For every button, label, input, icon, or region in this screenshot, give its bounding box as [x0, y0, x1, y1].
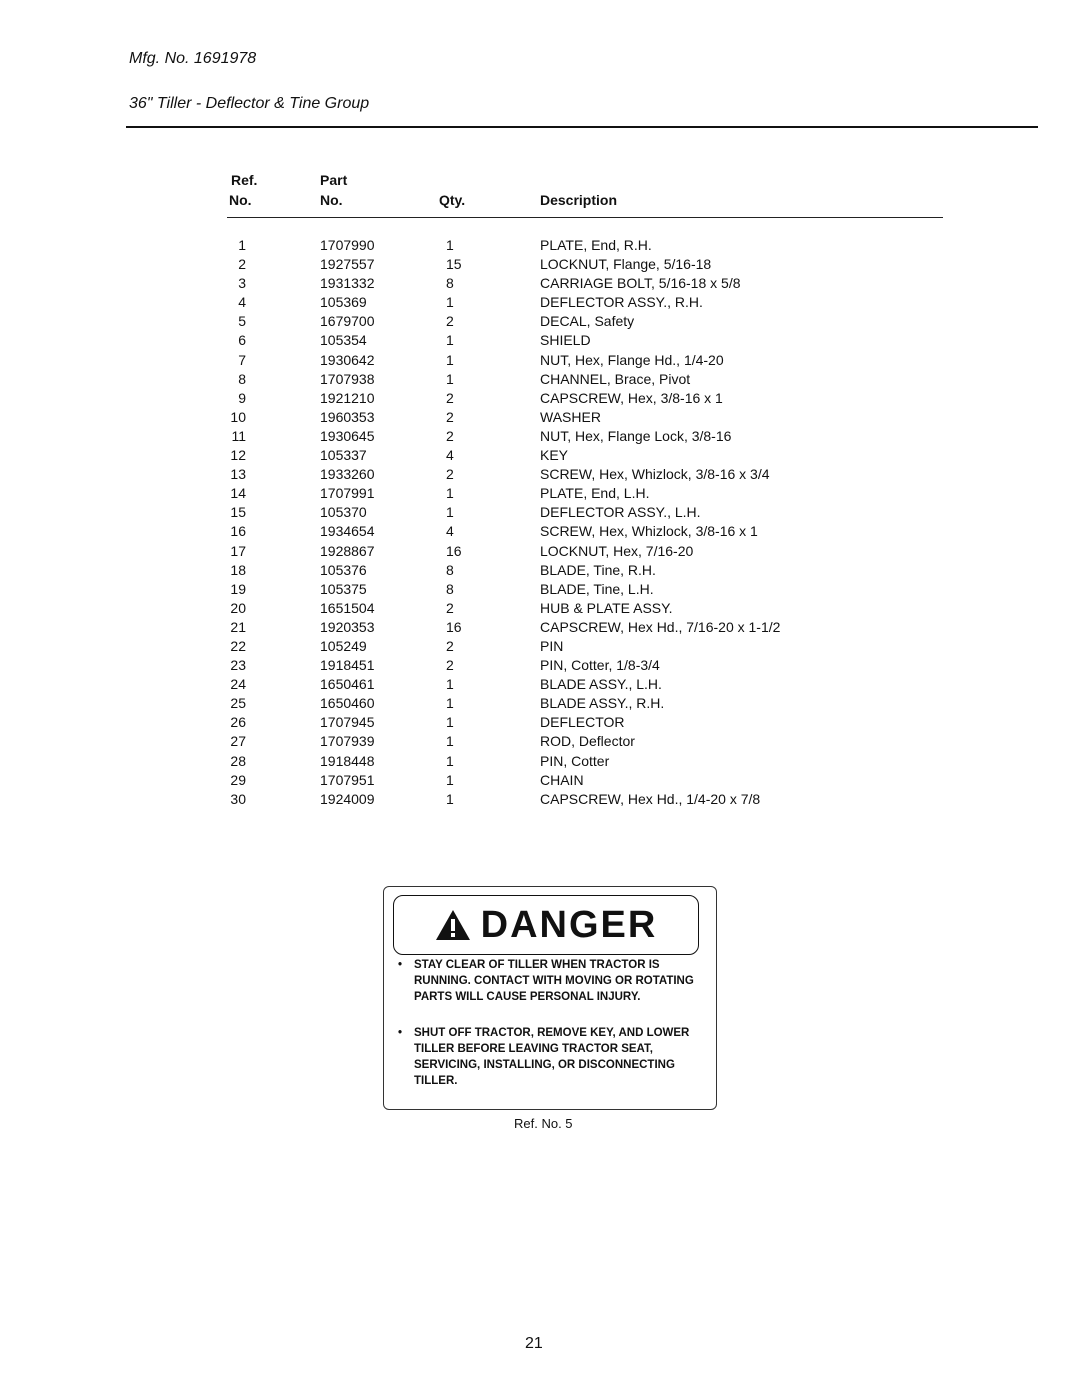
- qty-cell: 1: [446, 790, 454, 807]
- part-number-cell: 1707990: [320, 237, 375, 253]
- qty-cell: 1: [446, 237, 454, 253]
- table-row: [0, 599, 1080, 618]
- description-cell: LOCKNUT, Hex, 7/16-20: [540, 542, 694, 559]
- part-number-cell: 1707939: [320, 733, 375, 750]
- part-number-cell: 1651504: [320, 599, 375, 616]
- qty-cell: 15: [446, 256, 462, 273]
- bullet-dot: •: [398, 959, 403, 971]
- description-cell: BLADE, Tine, R.H.: [540, 561, 656, 578]
- description-cell: DEFLECTOR ASSY., R.H.: [540, 294, 703, 311]
- qty-cell: 1: [446, 332, 454, 349]
- table-row: [0, 293, 1080, 312]
- table-row: [0, 561, 1080, 580]
- part-number-cell: 105249: [320, 637, 367, 654]
- qty-cell: 1: [446, 485, 454, 502]
- description-cell: PLATE, End, L.H.: [540, 485, 650, 502]
- table-row: [0, 732, 1080, 751]
- description-cell: CARRIAGE BOLT, 5/16-18 x 5/8: [540, 275, 741, 292]
- qty-cell: 2: [446, 389, 454, 406]
- ref-cell: 7: [238, 351, 246, 368]
- ref-cell: 23: [230, 657, 246, 674]
- table-row: [0, 274, 1080, 293]
- qty-cell: 2: [446, 466, 454, 483]
- description-cell: SCREW, Hex, Whizlock, 3/8-16 x 1: [540, 523, 758, 540]
- description-cell: PLATE, End, R.H.: [540, 237, 652, 253]
- ref-cell: 9: [238, 389, 246, 406]
- description-cell: PIN: [540, 637, 564, 654]
- description-cell: CHANNEL, Brace, Pivot: [540, 370, 691, 387]
- ref-cell: 20: [230, 599, 246, 616]
- ref-cell: 16: [230, 523, 246, 540]
- qty-cell: 2: [446, 657, 454, 674]
- qty-cell: 16: [446, 542, 462, 559]
- qty-cell: 2: [446, 427, 454, 444]
- description-cell: KEY: [540, 447, 569, 464]
- description-cell: ROD, Deflector: [540, 733, 635, 750]
- part-number-cell: 1927557: [320, 256, 375, 273]
- qty-cell: 2: [446, 408, 454, 425]
- ref-cell: 29: [230, 771, 246, 788]
- description-header: Description: [540, 192, 618, 208]
- warning-triangle-icon: [435, 909, 471, 941]
- table-row: [0, 790, 1080, 809]
- description-cell: BLADE ASSY., R.H.: [540, 695, 665, 712]
- part-number-cell: 1707945: [320, 714, 375, 731]
- qty-cell: 8: [446, 275, 454, 292]
- description-cell: BLADE, Tine, L.H.: [540, 580, 654, 597]
- table-row: [0, 713, 1080, 732]
- table-row: [0, 446, 1080, 465]
- table-row: [0, 331, 1080, 350]
- part-number-cell: 1650460: [320, 695, 375, 712]
- description-cell: NUT, Hex, Flange Lock, 3/8-16: [540, 427, 732, 444]
- part-number-cell: 1960353: [320, 408, 375, 425]
- decal-caption: Ref. No. 5: [514, 1116, 573, 1131]
- qty-cell: 1: [446, 771, 454, 788]
- qty-cell: 1: [446, 714, 454, 731]
- part-number-cell: 1707991: [320, 485, 375, 502]
- part-number-cell: 105337: [320, 447, 367, 464]
- part-number-cell: 1930645: [320, 427, 375, 444]
- qty-cell: 8: [446, 580, 454, 597]
- qty-cell: 1: [446, 370, 454, 387]
- ref-cell: 21: [230, 618, 246, 635]
- qty-cell: 1: [446, 504, 454, 521]
- table-row: [0, 503, 1080, 522]
- part-number-cell: 105369: [320, 294, 367, 311]
- header-rule: [126, 126, 1038, 128]
- description-cell: LOCKNUT, Flange, 5/16-18: [540, 256, 712, 273]
- mfg-number: Mfg. No. 1691978: [129, 50, 257, 67]
- qty-cell: 1: [446, 752, 454, 769]
- table-row: [0, 618, 1080, 637]
- danger-bullet: [398, 1025, 698, 1089]
- danger-bullet: [398, 957, 698, 1005]
- table-row: [0, 542, 1080, 561]
- description-cell: BLADE ASSY., L.H.: [540, 676, 662, 693]
- description-cell: DEFLECTOR: [540, 714, 625, 731]
- part-number-cell: 1918448: [320, 752, 375, 769]
- ref-cell: 22: [230, 637, 246, 654]
- ref-cell: 8: [238, 370, 246, 387]
- table-row: [0, 694, 1080, 713]
- table-row: [0, 427, 1080, 446]
- qty-cell: 2: [446, 599, 454, 616]
- description-cell: CAPSCREW, Hex, 3/8-16 x 1: [540, 389, 723, 406]
- part-number-cell: 1924009: [320, 790, 375, 807]
- table-row: [0, 236, 1080, 255]
- part-number-cell: 1921210: [320, 389, 375, 406]
- description-cell: SCREW, Hex, Whizlock, 3/8-16 x 3/4: [540, 466, 770, 483]
- danger-bullet-text: SHUT OFF TRACTOR, REMOVE KEY, AND LOWER TILLER BEFORE LEAVING TRACTOR SEAT, SERVICING, INSTALLING, OR DISCONNECTING TILLER.: [414, 1027, 690, 1087]
- qty-header: Qty.: [439, 192, 466, 208]
- ref-cell: 28: [230, 752, 246, 769]
- table-row: [0, 637, 1080, 656]
- table-row: [0, 752, 1080, 771]
- table-header-rule: [227, 217, 943, 218]
- danger-bullet-text: STAY CLEAR OF TILLER WHEN TRACTOR IS RUNNING. CONTACT WITH MOVING OR ROTATING PARTS WILL CAUSE PERSONAL INJURY.: [414, 959, 694, 1003]
- ref-cell: 2: [238, 256, 246, 273]
- danger-title: DANGER: [480, 903, 658, 946]
- ref-cell: 10: [230, 408, 246, 425]
- qty-cell: 1: [446, 733, 454, 750]
- part-number-cell: 1920353: [320, 618, 375, 635]
- description-cell: DEFLECTOR ASSY., L.H.: [540, 504, 701, 521]
- table-row: [0, 656, 1080, 675]
- table-row: [0, 580, 1080, 599]
- qty-cell: 2: [446, 313, 454, 330]
- ref-cell: 5: [238, 313, 246, 330]
- danger-decal: [383, 886, 717, 1110]
- ref-cell: 19: [230, 580, 246, 597]
- table-row: [0, 312, 1080, 331]
- ref-header-line1: Ref.: [231, 172, 258, 188]
- description-cell: CHAIN: [540, 771, 584, 788]
- part-number-cell: 105376: [320, 561, 367, 578]
- ref-cell: 13: [230, 466, 246, 483]
- table-row: [0, 389, 1080, 408]
- description-cell: CAPSCREW, Hex Hd., 1/4-20 x 7/8: [540, 790, 761, 807]
- part-number-cell: 1933260: [320, 466, 375, 483]
- ref-cell: 26: [230, 714, 246, 731]
- part-number-cell: 105375: [320, 580, 367, 597]
- table-row: [0, 351, 1080, 370]
- ref-cell: 12: [230, 447, 246, 464]
- parts-table: [0, 236, 1080, 809]
- ref-cell: 24: [230, 676, 246, 693]
- danger-banner: [393, 895, 699, 955]
- part-number-cell: 1931332: [320, 275, 375, 292]
- description-cell: NUT, Hex, Flange Hd., 1/4-20: [540, 351, 724, 368]
- ref-cell: 15: [230, 504, 246, 521]
- ref-cell: 27: [230, 733, 246, 750]
- ref-cell: 1: [238, 237, 246, 253]
- ref-cell: 4: [238, 294, 246, 311]
- ref-cell: 30: [230, 790, 246, 807]
- table-row: [0, 408, 1080, 427]
- qty-cell: 1: [446, 294, 454, 311]
- qty-cell: 2: [446, 637, 454, 654]
- ref-cell: 18: [230, 561, 246, 578]
- ref-header-line2: No.: [229, 192, 252, 208]
- part-number-cell: 1918451: [320, 657, 375, 674]
- section-title: 36" Tiller - Deflector & Tine Group: [129, 95, 370, 112]
- part-number-cell: 105354: [320, 332, 367, 349]
- qty-cell: 8: [446, 561, 454, 578]
- table-row: [0, 255, 1080, 274]
- description-cell: PIN, Cotter: [540, 752, 610, 769]
- part-number-cell: 1928867: [320, 542, 375, 559]
- description-cell: WASHER: [540, 408, 601, 425]
- qty-cell: 4: [446, 447, 454, 464]
- description-cell: HUB & PLATE ASSY.: [540, 599, 673, 616]
- ref-cell: 14: [230, 485, 246, 502]
- part-number-cell: 1707938: [320, 370, 375, 387]
- part-number-cell: 1930642: [320, 351, 375, 368]
- part-number-cell: 1934654: [320, 523, 375, 540]
- part-header-line1: Part: [320, 172, 348, 188]
- qty-cell: 4: [446, 523, 454, 540]
- ref-cell: 11: [231, 427, 246, 444]
- ref-cell: 6: [238, 332, 246, 349]
- description-cell: CAPSCREW, Hex Hd., 7/16-20 x 1-1/2: [540, 618, 781, 635]
- part-header-line2: No.: [320, 192, 343, 208]
- part-number-cell: 1650461: [320, 676, 375, 693]
- table-row: [0, 370, 1080, 389]
- description-cell: SHIELD: [540, 332, 591, 349]
- description-cell: PIN, Cotter, 1/8-3/4: [540, 657, 660, 674]
- table-row: [0, 465, 1080, 484]
- qty-cell: 1: [446, 695, 454, 712]
- table-row: [0, 771, 1080, 790]
- ref-cell: 25: [230, 695, 246, 712]
- ref-cell: 17: [230, 542, 246, 559]
- ref-cell: 3: [238, 275, 246, 292]
- qty-cell: 1: [446, 676, 454, 693]
- part-number-cell: 1679700: [320, 313, 375, 330]
- bullet-dot: •: [398, 1027, 403, 1039]
- table-row: [0, 675, 1080, 694]
- qty-cell: 16: [446, 618, 462, 635]
- part-number-cell: 105370: [320, 504, 367, 521]
- qty-cell: 1: [446, 351, 454, 368]
- part-number-cell: 1707951: [320, 771, 375, 788]
- page-number: 21: [525, 1335, 543, 1352]
- table-row: [0, 484, 1080, 503]
- description-cell: DECAL, Safety: [540, 313, 635, 330]
- table-row: [0, 522, 1080, 541]
